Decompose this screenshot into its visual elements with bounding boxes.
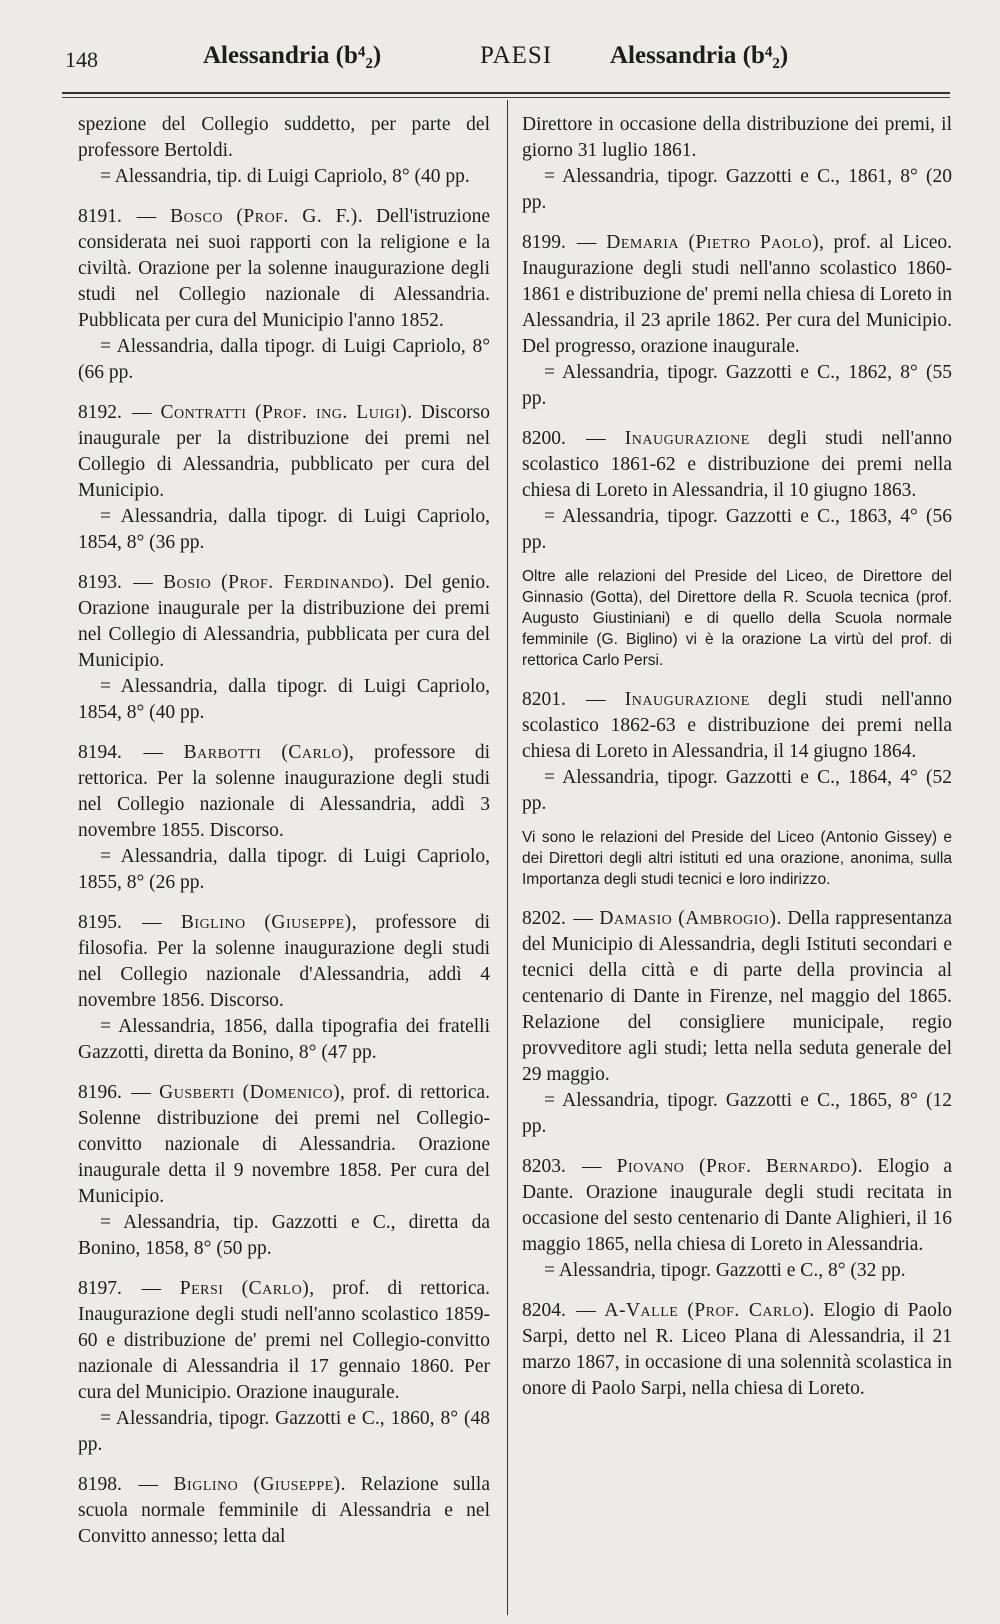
entry-number: 8191. (78, 206, 122, 227)
entry-imprint: = Alessandria, tipogr. Gazzotti e C., 8° (32 pp. (544, 1260, 906, 1281)
right-column (522, 112, 952, 1416)
entry-author: — Contratti (Prof. ing. Luigi). (131, 402, 413, 423)
entry-number: 8197. (78, 1278, 122, 1299)
left-entries (78, 204, 490, 1550)
continued-entry (522, 112, 952, 216)
running-header (55, 42, 955, 92)
entry-number: 8204. (522, 1300, 566, 1321)
header-left-title: Alessandria (b⁴₂) (203, 42, 382, 69)
bibliography-entry (78, 570, 490, 726)
entry-imprint: = Alessandria, tipogr. Gazzotti e C., 1864, 4° (52 pp. (522, 767, 952, 814)
entry-imprint: = Alessandria, tipogr. Gazzotti e C., 1860, 8° (48 pp. (78, 1408, 490, 1455)
header-right-title: Alessandria (b⁴₂) (610, 42, 789, 69)
entry-text: Dell'istruzione considerata nei suoi rapporti con la religione e la civiltà. Orazione per la solenne inaugurazione degli studi nel Collegio nazionale di Alessandria. Pubblicata per cura del Municipio l'anno 1852. (78, 206, 490, 331)
entry-number: 8193. (78, 572, 122, 593)
entry-imprint: = Alessandria, tipogr. Gazzotti e C., 1862, 8° (55 pp. (522, 362, 952, 409)
entry-author: — Inaugurazione (586, 689, 750, 710)
entry-text: Relazione sulla scuola normale femminile di Alessandria e nel Convitto annesso; letta dal (78, 1474, 491, 1547)
column-divider (507, 100, 508, 1615)
entry-text: Elogio a Dante. Orazione inaugurale degli studi recitata in occasione del sesto centenario di Dante Alighieri, il 16 maggio 1865, nella chiesa di Loreto in Alessandria. (522, 1156, 953, 1255)
entry-number: 8192. (78, 402, 122, 423)
entry-number: 8201. (522, 689, 566, 710)
entry-number: 8202. (522, 908, 566, 929)
entry-text: degli studi nell'anno scolastico 1861-62 e distribuzione dei premi nella chiesa di Loreto in Alessandria, il 10 giugno 1863. (522, 428, 953, 501)
header-center-title: PAESI (480, 42, 553, 69)
entry-number: 8194. (78, 742, 122, 763)
bibliography-entry (522, 1154, 952, 1284)
entry-text: professore di filosofia. Per la solenne inaugurazione degli studi nel Collegio nazionale d'Alessandria, addì 4 novembre 1856. Discorso. (78, 912, 490, 1011)
bibliography-entry (522, 230, 952, 412)
entry-author: — Persi (Carlo), (141, 1278, 315, 1299)
entry-imprint: = Alessandria, dalla tipogr. di Luigi Capriolo, 1854, 8° (40 pp. (78, 676, 490, 723)
entry-number: 8199. (522, 232, 566, 253)
entry-imprint: = Alessandria, dalla tipogr. di Luigi Capriolo, 8° (66 pp. (78, 336, 490, 383)
entry-text: Direttore in occasione della distribuzione dei premi, il giorno 31 luglio 1861. (522, 114, 952, 161)
left-column (78, 112, 490, 1564)
entry-number: 8195. (78, 912, 122, 933)
entry-imprint: = Alessandria, tip. Gazzotti e C., diretta da Bonino, 1858, 8° (50 pp. (78, 1212, 490, 1259)
bibliography-entry (522, 906, 952, 1140)
entry-author: — Demaria (Pietro Paolo), (576, 232, 825, 253)
entry-author: — A-Valle (Prof. Carlo). (576, 1300, 815, 1321)
entry-text: spezione del Collegio suddetto, per parte del professore Bertoldi. (78, 114, 490, 161)
bibliography-entry (78, 1080, 490, 1262)
entry-author: — Biglino (Giuseppe), (142, 912, 358, 933)
entry-text: Discorso inaugurale per la distribuzione dei premi nel Collegio di Alessandria, pubblicato per cura del Municipio. (78, 402, 491, 501)
bibliography-entry (78, 204, 490, 386)
entry-text: professore di rettorica. Per la solenne inaugurazione degli studi nel Collegio nazionale di Alessandria, addì 3 novembre 1855. Discorso. (78, 742, 491, 841)
entry-imprint: = Alessandria, 1856, dalla tipografia dei fratelli Gazzotti, diretta da Bonino, 8° (47 pp. (78, 1016, 490, 1063)
right-entries (522, 230, 952, 1402)
header-rule-thin (62, 97, 950, 98)
continued-entry (78, 112, 490, 190)
entry-author: — Bosio (Prof. Ferdinando). (133, 572, 395, 593)
entry-imprint: = Alessandria, dalla tipogr. di Luigi Capriolo, 1855, 8° (26 pp. (78, 846, 490, 893)
bibliography-entry (522, 687, 952, 817)
page-number: 148 (65, 47, 98, 72)
entry-note: Vi sono le relazioni del Preside del Liceo (Antonio Gissey) e dei Direttori degli altri istituti ed una orazione, anonima, sulla Importanza degli studi tecnici e loro indirizzo. (522, 829, 952, 888)
entry-author: — Gusberti (Domenico), (131, 1082, 346, 1103)
entry-note: Oltre alle relazioni del Preside del Liceo, de Direttore del Ginnasio (Gotta), del Direttore della R. Scuola tecnica (prof. Augusto Giustiniani) e di quello della Scuola normale femminile (G. Biglino) vi è la orazione La virtù del prof. di rettorica Carlo Persi. (522, 568, 952, 669)
entry-text: prof. al Liceo. Inaugurazione degli studi nell'anno scolastico 1860-1861 e distribuzione de' premi nella chiesa di Loreto in Alessandria, il 23 aprile 1862. Per cura del Municipio. Del progresso, orazione inaugurale. (522, 232, 953, 357)
entry-author: — Damasio (Ambrogio). (573, 908, 782, 929)
entry-number: 8196. (78, 1082, 122, 1103)
entry-author: — Inaugurazione (586, 428, 750, 449)
bibliography-entry (78, 910, 490, 1066)
entry-author: — Bosco (Prof. G. F.). (136, 206, 364, 227)
bibliography-entry (78, 1472, 490, 1550)
entry-text: prof. di rettorica. Solenne distribuzione dei premi nel Collegio-convitto nazionale di Alessandria. Orazione inaugurale detta il 9 novembre 1858. Per cura del Municipio. (78, 1082, 491, 1207)
header-rule (62, 92, 950, 94)
entry-text: degli studi nell'anno scolastico 1862-63 e distribuzione dei premi nella chiesa di Loreto in Alessandria, il 14 giugno 1864. (522, 689, 953, 762)
entry-imprint: = Alessandria, tipogr. Gazzotti e C., 1865, 8° (12 pp. (522, 1090, 952, 1137)
entry-text: prof. di rettorica. Inaugurazione degli studi nell'anno scolastico 1859-60 e distribuzione de' premi nel Collegio-convitto nazionale di Alessandria il 17 gennaio 1860. Per cura del Municipio. Orazione inaugurale. (78, 1278, 491, 1403)
bibliography-entry (78, 740, 490, 896)
entry-author: — Piovano (Prof. Bernardo). (582, 1156, 864, 1177)
bibliography-entry (522, 426, 952, 556)
entry-imprint: = Alessandria, dalla tipogr. di Luigi Capriolo, 1854, 8° (36 pp. (78, 506, 490, 553)
entry-number: 8203. (522, 1156, 566, 1177)
entry-imprint: = Alessandria, tipogr. Gazzotti e C., 1861, 8° (20 pp. (522, 166, 952, 213)
bibliography-entry (78, 400, 490, 556)
entry-text: Del genio. Orazione inaugurale per la distribuzione dei premi nel Collegio di Alessandria, pubblicata per cura del Municipio. (78, 572, 491, 671)
entry-imprint: = Alessandria, tipogr. Gazzotti e C., 1863, 4° (56 pp. (522, 506, 952, 553)
entry-author: — Barbotti (Carlo), (143, 742, 355, 763)
entry-author: — Biglino (Giuseppe). (138, 1474, 347, 1495)
bibliography-entry (78, 1276, 490, 1458)
entry-text: Elogio di Paolo Sarpi, detto nel R. Liceo Plana di Alessandria, il 21 marzo 1867, in occasione di una solennità scolastica in onore di Paolo Sarpi, nella chiesa di Loreto. (522, 1300, 953, 1399)
bibliography-entry (522, 1298, 952, 1402)
entry-imprint: = Alessandria, tip. di Luigi Capriolo, 8° (40 pp. (100, 166, 470, 187)
entry-number: 8200. (522, 428, 566, 449)
entry-text: Della rappresentanza del Municipio di Alessandria, degli Istituti secondari e tecnici della città e di parte della provincia al centenario di Dante in Firenze, nel maggio del 1865. Relazione del consigliere municipale, regio provveditore agli studi; letta nella seduta generale del 29 maggio. (522, 908, 953, 1085)
entry-number: 8198. (78, 1474, 122, 1495)
